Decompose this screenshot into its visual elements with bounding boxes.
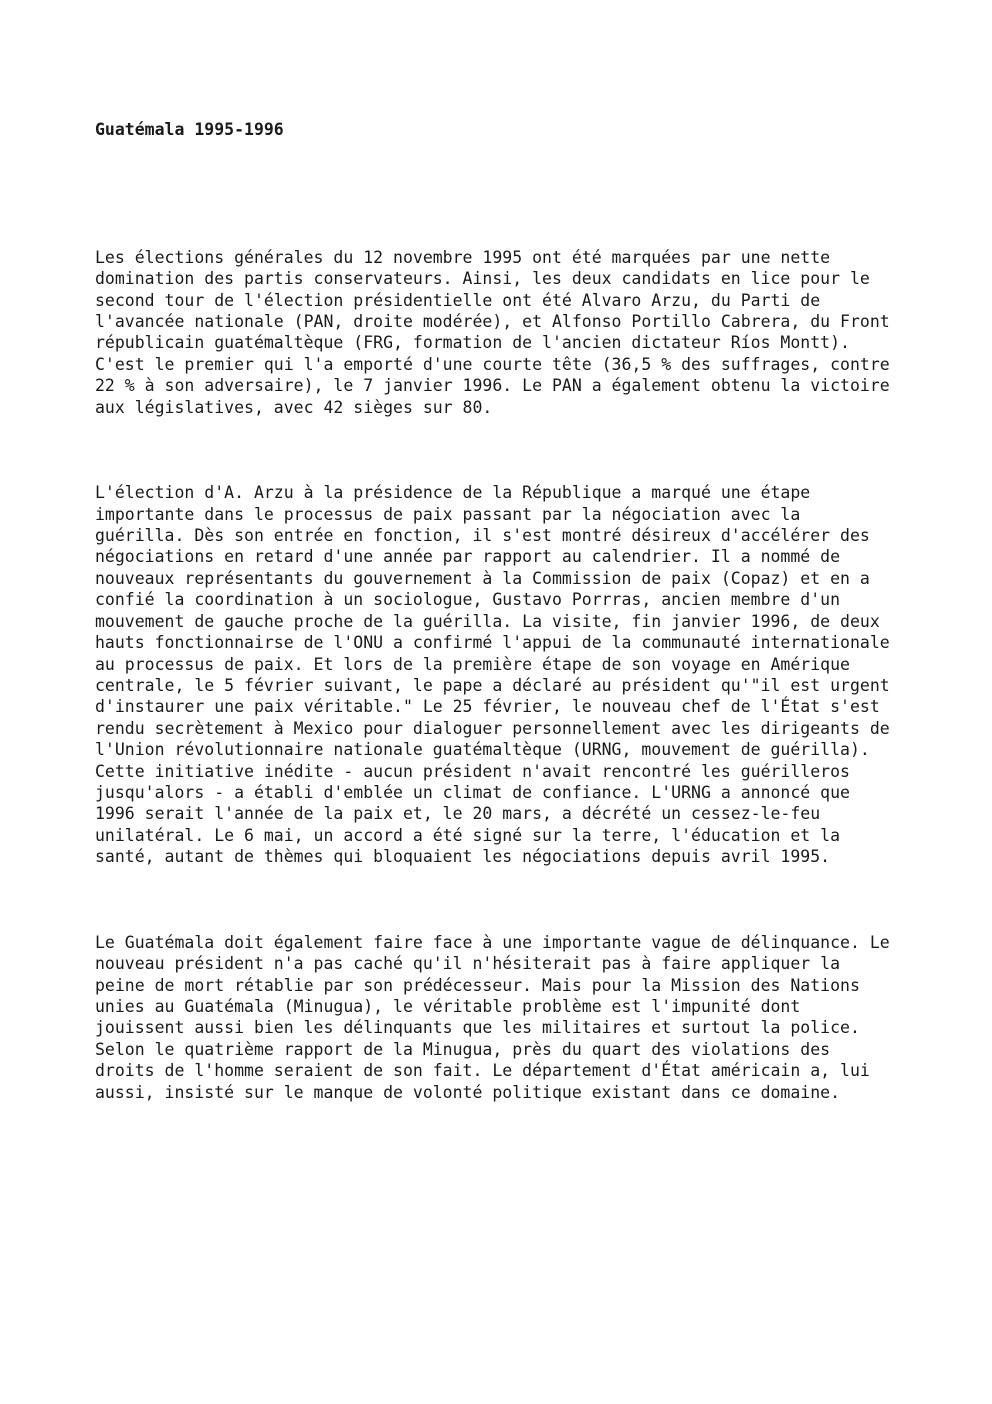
document-body: [95, 204, 955, 1167]
paragraph-elections: Les élections générales du 12 novembre 1995 ont été marquées par une nette domination des partis conservateurs. Ainsi, les deux candidats en lice pour le second tour de l'élection présidentielle ont été Alvaro Arzu, du Parti de l'avancée nationale (PAN, droite modérée), et Alfonso Portillo Cabrera, du Front républicain guatémaltèque (FRG, formation de l'ancien dictateur Ríos Montt). C'est le premier qui l'a emporté d'une courte tête (36,5 % des suffrages, contre 22 % à son adversaire), le 7 janvier 1996. Le PAN a également obtenu la victoire aux législatives, avec 42 sièges sur 80.: [95, 247, 890, 417]
document-title: Guatémala 1995-1996: [95, 120, 284, 139]
paragraph-delinquency: Le Guatémala doit également faire face à une importante vague de délinquance. Le nouveau président n'a pas caché qu'il n'hésiterait pas à faire appliquer la peine de mort rétablie par son prédécesseur. Mais pour la Mission des Nations unies au Guatémala (Minugua), le véritable problème est l'impunité dont jouissent aussi bien les délinquants que les militaires et surtout la police. Selon le quatrième rapport de la Minugua, près du quart des violations des droits de l'homme seraient de son fait. Le département d'État américain a, lui aussi, insisté sur le manque de volonté politique existant dans ce domaine.: [95, 932, 890, 1102]
paragraph-peace-process: L'élection d'A. Arzu à la présidence de la République a marqué une étape importante dans le processus de paix passant par la négociation avec la guérilla. Dès son entrée en fonction, il s'est montré désireux d'accélérer des négociations en retard d'une année par rapport au calendrier. Il a nommé de nouveaux représentants du gouvernement à la Commission de paix (Copaz) et en a confié la coordination à un sociologue, Gustavo Porrras, ancien membre d'un mouvement de gauche proche de la guérilla. La visite, fin janvier 1996, de deux hauts fonctionnairse de l'ONU a confirmé l'appui de la communauté internationale au processus de paix. Et lors de la première étape de son voyage en Amérique centrale, le 5 février suivant, le pape a déclaré au président qu'"il est urgent d'instaurer une paix véritable." Le 25 février, le nouveau chef de l'État s'est rendu secrètement à Mexico pour dialoguer personnellement avec les dirigeants de l'Union révolutionnaire nationale guatémaltèque (URNG, mouvement de guérilla). Cette initiative inédite - aucun président n'avait rencontré les guérilleros jusqu'alors - a établi d'emblée un climat de confiance. L'URNG a annoncé que 1996 serait l'année de la paix et, le 20 mars, a décrété un cessez-le-feu unilatéral. Le 6 mai, un accord a été signé sur la terre, l'éducation et la santé, autant de thèmes qui bloquaient les négociations depuis avril 1995.: [95, 483, 890, 867]
